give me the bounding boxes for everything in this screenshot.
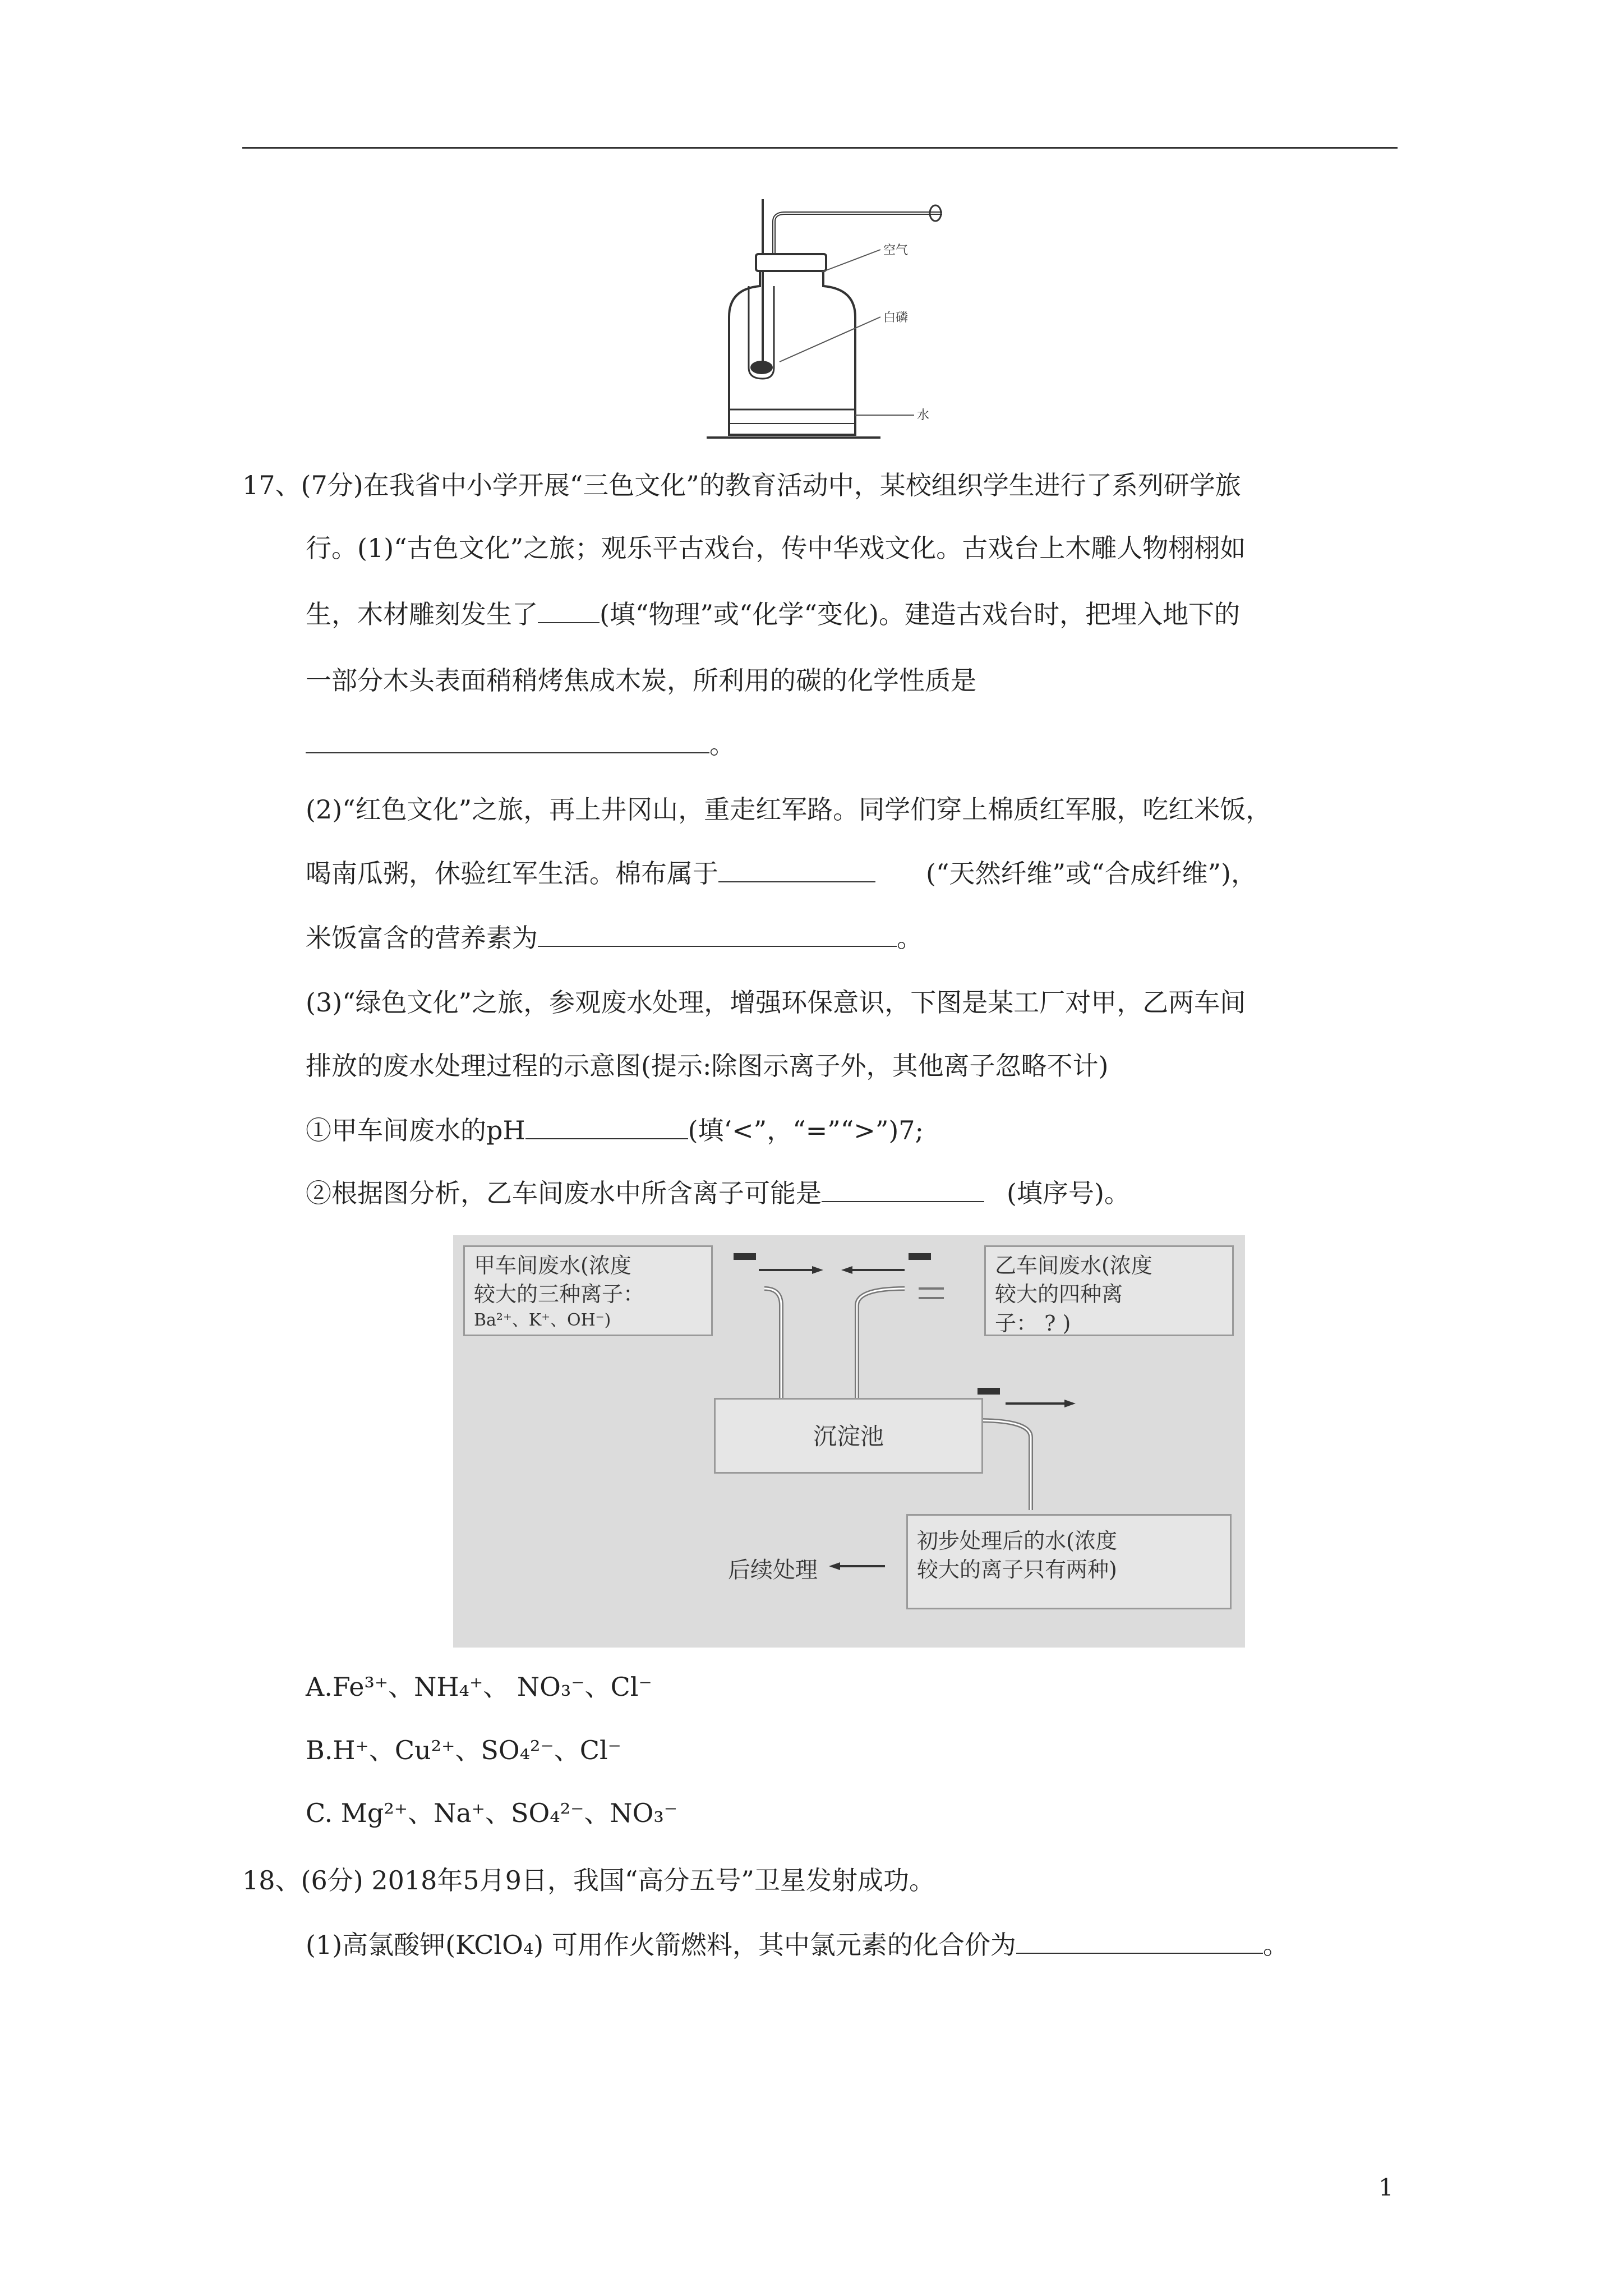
header-rule — [242, 147, 1398, 149]
q17-p2-line3-start: 米饭富含的营养素为 — [306, 923, 538, 953]
post-treatment-label: 后续处理 — [728, 1557, 818, 1583]
box-a-line3: Ba²⁺、K⁺、OH⁻) — [474, 1310, 611, 1330]
q17-p3-q1 — [306, 1115, 924, 1146]
q17-line5 — [306, 729, 735, 760]
box-b-line3: 子： ? ) — [995, 1310, 1071, 1336]
blank-change-type[interactable] — [538, 600, 600, 623]
box-a-line2: 较大的三种离子： — [474, 1282, 645, 1307]
q17-p3-line1: (3)“绿色文化”之旅，参观废水处理，增强环保意识，下图是某工厂对甲，乙两车间 — [306, 987, 1246, 1018]
q17-p2-line2-end: (“天然纤维”或“合成纤维”)， — [926, 858, 1257, 889]
page-number: 1 — [1378, 2174, 1394, 2201]
option-a[interactable]: A.Fe³⁺、NH₄⁺、 NO₃⁻、Cl⁻ — [306, 1672, 652, 1702]
apparatus-diagram — [695, 188, 953, 452]
q18-line2-end: 。 — [1262, 1930, 1289, 1960]
q17-line3-end: (填“物理”或“化学“变化)。建造古戏台时，把埋入地下的 — [600, 599, 1240, 629]
box-workshop-b — [984, 1245, 1234, 1336]
box-treated-water — [906, 1514, 1232, 1609]
q17-line1: 17、(7分)在我省中小学开展“三色文化”的教育活动中，某校组织学生进行了系列研学旅 — [242, 470, 1241, 500]
q17-p2-line2-start: 喝南瓜粥，休验红军生活。棉布属于 — [306, 858, 718, 889]
wastewater-flow-diagram — [453, 1235, 1245, 1648]
q17-p2-line2 — [306, 858, 1257, 889]
box-b-line2: 较大的四种离 — [995, 1282, 1123, 1307]
blank-ions[interactable] — [822, 1179, 984, 1202]
q17-p3-q2-start: ②根据图分析，乙车间废水中所含离子可能是 — [306, 1178, 822, 1208]
option-c[interactable]: C. Mg²⁺、Na⁺、SO₄²⁻、NO₃⁻ — [306, 1798, 678, 1828]
q17-p3-q1-start: ①甲车间废水的pH — [306, 1115, 525, 1145]
q17-p2-line3-end: 。 — [897, 923, 923, 953]
blank-nutrient[interactable] — [538, 923, 897, 947]
box-treated-line1: 初步处理后的水(浓度 — [917, 1529, 1117, 1553]
box-a-line1: 甲车间废水(浓度 — [474, 1253, 631, 1278]
option-b[interactable]: B.H⁺、Cu²⁺、SO₄²⁻、Cl⁻ — [306, 1735, 621, 1765]
blank-chlorine-valence[interactable] — [1016, 1930, 1263, 1954]
blank-fiber-type[interactable] — [718, 859, 875, 882]
q17-p2-line3 — [306, 923, 923, 954]
q17-line4: 一部分木头表面稍稍烤焦成木炭，所利用的碳的化学性质是 — [306, 665, 976, 696]
q17-line3 — [306, 599, 1240, 630]
q17-p3-q2-end: (填序号)。 — [1007, 1178, 1130, 1208]
blank-carbon-property[interactable] — [306, 730, 709, 753]
q17-p2-line1: (2)“红色文化”之旅，再上井冈山，重走红军路。同学们穿上棉质红军服，吃红米饭， — [306, 794, 1272, 825]
label-air: 空气 — [883, 243, 909, 257]
box-b-line1: 乙车间废水(浓度 — [995, 1253, 1152, 1278]
q17-line3-start: 生，木材雕刻发生了 — [306, 599, 538, 629]
q17-line5-end: 。 — [709, 729, 735, 760]
label-phosphorus: 白磷 — [883, 311, 909, 325]
q17-p3-q1-end: (填‘<”，“=”“>”)7; — [688, 1115, 924, 1145]
q17-p3-line2: 排放的废水处理过程的示意图(提示:除图示离子外，其他离子忽略不计) — [306, 1051, 1109, 1081]
q17-line2: 行。(1)“古色文化”之旅；观乐平古戏台，传中华戏文化。古戏台上木雕人物栩栩如 — [306, 533, 1246, 563]
box-settling-pool: 沉淀池 — [714, 1398, 983, 1474]
blank-ph[interactable] — [525, 1116, 688, 1139]
box-treated-line2: 较大的离子只有两种) — [917, 1557, 1117, 1582]
q18-line2-start: (1)高氯酸钾(KClO₄) 可用作火箭燃料，其中氯元素的化合价为 — [306, 1930, 1016, 1960]
label-water: 水 — [917, 408, 930, 422]
q17-p3-q2 — [306, 1178, 1130, 1209]
q18-line2 — [306, 1930, 1289, 1961]
box-workshop-a — [463, 1245, 713, 1336]
q18-line1: 18、(6分) 2018年5月9日，我国“高分五号”卫星发射成功。 — [242, 1865, 935, 1895]
